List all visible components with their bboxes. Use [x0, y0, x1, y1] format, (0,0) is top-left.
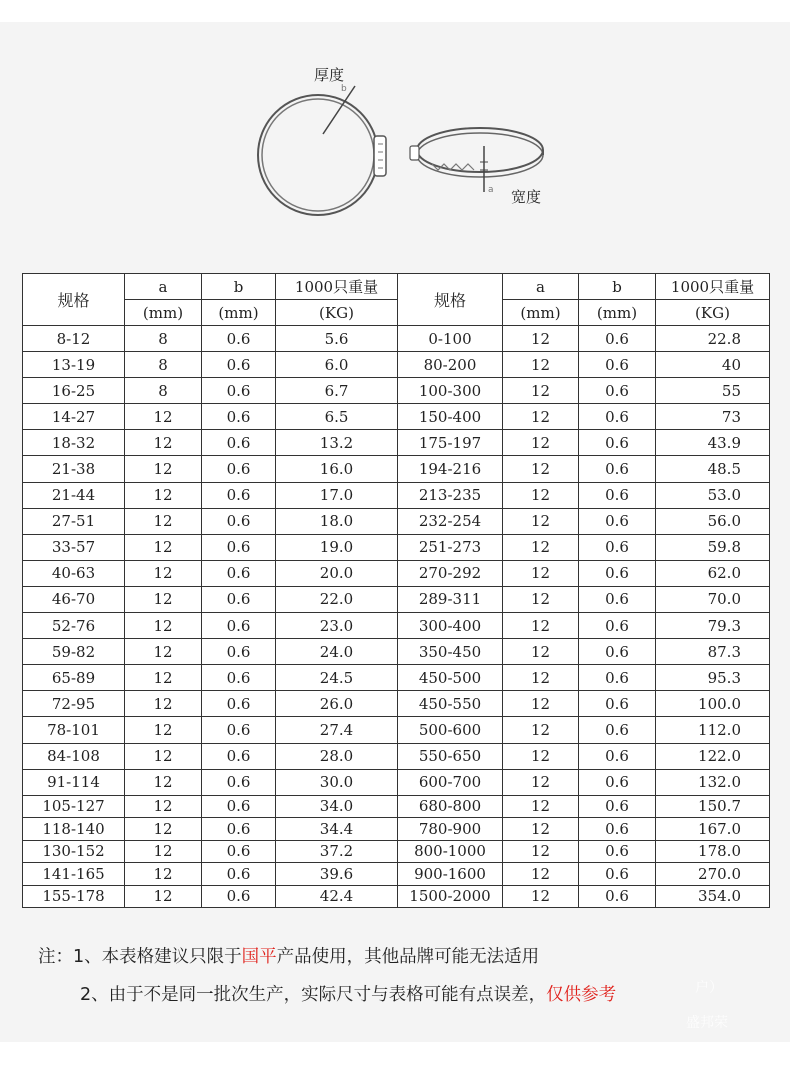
table-cell: 14-27 — [23, 404, 125, 430]
note-2-highlight: 仅供参考 — [546, 985, 617, 1005]
header-weight-2: 1000只重量 — [656, 274, 770, 300]
table-cell: 1500-2000 — [398, 885, 503, 908]
table-cell: 194-216 — [398, 456, 503, 482]
hose-clamp-illustration — [0, 22, 790, 272]
table-cell: 780-900 — [398, 818, 503, 841]
header-b-unit-2: (mm) — [579, 300, 656, 326]
table-cell: 12 — [125, 840, 202, 863]
table-cell: 122.0 — [656, 743, 770, 769]
table-cell: 30.0 — [276, 769, 398, 795]
table-row — [23, 691, 770, 717]
table-cell: 800-1000 — [398, 840, 503, 863]
note-1-brand: 国平 — [241, 947, 277, 967]
table-cell: 12 — [125, 404, 202, 430]
table-cell: 12 — [503, 534, 579, 560]
table-cell: 12 — [125, 534, 202, 560]
table-cell: 0.6 — [202, 404, 276, 430]
table-cell: 0.6 — [202, 560, 276, 586]
header-a-unit: (mm) — [125, 300, 202, 326]
table-cell: 450-500 — [398, 665, 503, 691]
table-cell: 34.4 — [276, 818, 398, 841]
table-cell: 16-25 — [23, 378, 125, 404]
table-cell: 5.6 — [276, 326, 398, 352]
table-cell: 12 — [125, 691, 202, 717]
table-cell: 12 — [125, 795, 202, 818]
table-cell: 900-1600 — [398, 863, 503, 886]
table-cell: 0.6 — [202, 818, 276, 841]
table-cell: 270.0 — [656, 863, 770, 886]
table-cell: 0.6 — [579, 717, 656, 743]
table-cell: 600-700 — [398, 769, 503, 795]
table-cell: 12 — [125, 818, 202, 841]
table-cell: 78-101 — [23, 717, 125, 743]
table-cell: 12 — [125, 743, 202, 769]
table-cell: 0.6 — [202, 691, 276, 717]
table-cell: 13.2 — [276, 430, 398, 456]
header-weight-unit: (KG) — [276, 300, 398, 326]
table-cell: 213-235 — [398, 482, 503, 508]
table-row — [23, 378, 770, 404]
table-cell: 0.6 — [579, 795, 656, 818]
table-cell: 12 — [503, 795, 579, 818]
table-cell: 12 — [125, 456, 202, 482]
table-cell: 0.6 — [579, 508, 656, 534]
table-cell: 0.6 — [202, 430, 276, 456]
table-row — [23, 818, 770, 841]
table-cell: 22.8 — [656, 326, 770, 352]
table-cell: 19.0 — [276, 534, 398, 560]
table-row — [23, 456, 770, 482]
table-cell: 12 — [503, 691, 579, 717]
table-cell: 12 — [503, 352, 579, 378]
table-cell: 12 — [503, 769, 579, 795]
table-cell: 0.6 — [202, 586, 276, 612]
table-cell: 0.6 — [579, 326, 656, 352]
table-cell: 232-254 — [398, 508, 503, 534]
table-row — [23, 743, 770, 769]
table-cell: 0.6 — [579, 560, 656, 586]
table-cell: 0.6 — [202, 378, 276, 404]
note-1-suffix: 产品使用，其他品牌可能无法适用 — [276, 947, 540, 967]
table-cell: 289-311 — [398, 586, 503, 612]
table-cell: 130-152 — [23, 840, 125, 863]
table-cell: 12 — [503, 560, 579, 586]
note-2 — [38, 980, 616, 1018]
table-cell: 12 — [125, 717, 202, 743]
table-row — [23, 482, 770, 508]
watermark-text-1: 户） — [695, 980, 723, 996]
table-cell: 0.6 — [202, 863, 276, 886]
table-row — [23, 840, 770, 863]
table-cell: 8-12 — [23, 326, 125, 352]
table-cell: 73 — [656, 404, 770, 430]
table-cell: 12 — [125, 482, 202, 508]
table-cell: 12 — [503, 863, 579, 886]
table-cell: 13-19 — [23, 352, 125, 378]
table-cell: 95.3 — [656, 665, 770, 691]
table-cell: 62.0 — [656, 560, 770, 586]
table-cell: 300-400 — [398, 613, 503, 639]
table-cell: 0.6 — [579, 639, 656, 665]
table-cell: 500-600 — [398, 717, 503, 743]
table-cell: 0.6 — [579, 534, 656, 560]
table-cell: 0.6 — [202, 717, 276, 743]
table-cell: 24.5 — [276, 665, 398, 691]
table-cell: 680-800 — [398, 795, 503, 818]
table-cell: 12 — [503, 665, 579, 691]
table-cell: 0.6 — [579, 586, 656, 612]
table-cell: 0.6 — [202, 613, 276, 639]
table-cell: 0.6 — [202, 665, 276, 691]
table-row — [23, 404, 770, 430]
table-cell: 84-108 — [23, 743, 125, 769]
table-cell: 118-140 — [23, 818, 125, 841]
table-row — [23, 885, 770, 908]
table-cell: 0.6 — [202, 352, 276, 378]
header-b: b — [202, 274, 276, 300]
table-cell: 27-51 — [23, 508, 125, 534]
table-cell: 0.6 — [202, 456, 276, 482]
table-cell: 12 — [125, 863, 202, 886]
table-cell: 12 — [125, 639, 202, 665]
table-cell: 91-114 — [23, 769, 125, 795]
table-cell: 59-82 — [23, 639, 125, 665]
table-cell: 16.0 — [276, 456, 398, 482]
table-cell: 8 — [125, 352, 202, 378]
table-cell: 141-165 — [23, 863, 125, 886]
table-cell: 0.6 — [579, 482, 656, 508]
table-row — [23, 665, 770, 691]
table-cell: 12 — [125, 430, 202, 456]
table-cell: 12 — [125, 508, 202, 534]
table-cell: 12 — [503, 885, 579, 908]
header-b-2: b — [579, 274, 656, 300]
table-cell: 80-200 — [398, 352, 503, 378]
table-cell: 6.5 — [276, 404, 398, 430]
table-cell: 175-197 — [398, 430, 503, 456]
table-cell: 12 — [503, 717, 579, 743]
header-a-2: a — [503, 274, 579, 300]
table-cell: 12 — [125, 769, 202, 795]
watermark-text-2: 盛邦荣 — [686, 1015, 728, 1031]
table-cell: 12 — [125, 885, 202, 908]
table-cell: 0.6 — [202, 482, 276, 508]
table-cell: 12 — [503, 818, 579, 841]
table-cell: 8 — [125, 378, 202, 404]
table-cell: 450-550 — [398, 691, 503, 717]
table-cell: 43.9 — [656, 430, 770, 456]
table-cell: 112.0 — [656, 717, 770, 743]
table-cell: 178.0 — [656, 840, 770, 863]
table-cell: 40-63 — [23, 560, 125, 586]
table-cell: 0.6 — [579, 404, 656, 430]
table-cell: 0.6 — [579, 818, 656, 841]
table-cell: 0.6 — [202, 743, 276, 769]
width-label: 宽度 — [511, 188, 542, 206]
note-1-prefix: 注：1、本表格建议只限于 — [38, 947, 242, 967]
header-a: a — [125, 274, 202, 300]
table-cell: 0.6 — [202, 769, 276, 795]
table-cell: 20.0 — [276, 560, 398, 586]
table-cell: 0.6 — [579, 840, 656, 863]
table-cell: 0.6 — [202, 534, 276, 560]
table-cell: 18-32 — [23, 430, 125, 456]
table-cell: 0.6 — [202, 795, 276, 818]
table-cell: 70.0 — [656, 586, 770, 612]
table-cell: 56.0 — [656, 508, 770, 534]
table-row — [23, 326, 770, 352]
table-cell: 87.3 — [656, 639, 770, 665]
table-cell: 100.0 — [656, 691, 770, 717]
table-cell: 0.6 — [579, 378, 656, 404]
header-spec-2: 规格 — [398, 274, 503, 326]
table-cell: 40 — [656, 352, 770, 378]
table-cell: 354.0 — [656, 885, 770, 908]
table-cell: 0.6 — [579, 665, 656, 691]
table-cell: 0.6 — [579, 769, 656, 795]
table-cell: 0.6 — [579, 863, 656, 886]
note-1 — [38, 942, 616, 980]
table-cell: 0.6 — [579, 743, 656, 769]
table-cell: 0.6 — [202, 639, 276, 665]
table-cell: 0.6 — [202, 840, 276, 863]
spec-table — [22, 273, 770, 908]
table-row — [23, 586, 770, 612]
a-marker: a — [488, 185, 494, 195]
clamp-diagram — [0, 22, 790, 272]
table-cell: 0.6 — [202, 508, 276, 534]
table-cell: 55 — [656, 378, 770, 404]
table-cell: 155-178 — [23, 885, 125, 908]
table-cell: 0.6 — [579, 456, 656, 482]
table-row — [23, 352, 770, 378]
table-cell: 167.0 — [656, 818, 770, 841]
table-cell: 12 — [125, 586, 202, 612]
b-marker: b — [341, 84, 347, 94]
table-row — [23, 560, 770, 586]
table-row — [23, 508, 770, 534]
spec-sheet-page — [0, 22, 790, 1042]
table-cell: 24.0 — [276, 639, 398, 665]
table-cell: 59.8 — [656, 534, 770, 560]
table-cell: 21-38 — [23, 456, 125, 482]
table-cell: 251-273 — [398, 534, 503, 560]
table-cell: 270-292 — [398, 560, 503, 586]
table-cell: 550-650 — [398, 743, 503, 769]
table-row — [23, 639, 770, 665]
table-cell: 18.0 — [276, 508, 398, 534]
note-2-prefix: 2、由于不是同一批次生产，实际尺寸与表格可能有点误差， — [80, 985, 547, 1005]
table-cell: 12 — [503, 456, 579, 482]
header-spec: 规格 — [23, 274, 125, 326]
table-cell: 12 — [125, 560, 202, 586]
spec-table-body — [23, 326, 770, 908]
header-a-unit-2: (mm) — [503, 300, 579, 326]
table-cell: 6.0 — [276, 352, 398, 378]
table-cell: 22.0 — [276, 586, 398, 612]
table-cell: 33-57 — [23, 534, 125, 560]
table-cell: 12 — [503, 482, 579, 508]
table-cell: 37.2 — [276, 840, 398, 863]
table-row — [23, 795, 770, 818]
thickness-label: 厚度 — [314, 66, 345, 84]
table-cell: 0.6 — [579, 613, 656, 639]
table-cell: 0.6 — [579, 430, 656, 456]
table-cell: 0.6 — [202, 326, 276, 352]
table-row — [23, 863, 770, 886]
table-cell: 48.5 — [656, 456, 770, 482]
table-cell: 65-89 — [23, 665, 125, 691]
table-cell: 52-76 — [23, 613, 125, 639]
table-cell: 26.0 — [276, 691, 398, 717]
table-cell: 12 — [503, 613, 579, 639]
table-cell: 12 — [503, 586, 579, 612]
header-b-unit: (mm) — [202, 300, 276, 326]
table-cell: 12 — [503, 508, 579, 534]
table-row — [23, 613, 770, 639]
table-cell: 42.4 — [276, 885, 398, 908]
table-cell: 8 — [125, 326, 202, 352]
table-cell: 100-300 — [398, 378, 503, 404]
header-weight-unit-2: (KG) — [656, 300, 770, 326]
table-cell: 28.0 — [276, 743, 398, 769]
table-cell: 12 — [125, 613, 202, 639]
notes — [38, 942, 616, 1018]
table-cell: 12 — [503, 404, 579, 430]
table-cell: 34.0 — [276, 795, 398, 818]
table-cell: 150-400 — [398, 404, 503, 430]
table-cell: 132.0 — [656, 769, 770, 795]
table-cell: 39.6 — [276, 863, 398, 886]
table-cell: 0-100 — [398, 326, 503, 352]
table-cell: 12 — [503, 430, 579, 456]
table-row — [23, 769, 770, 795]
table-cell: 53.0 — [656, 482, 770, 508]
table-cell: 12 — [503, 743, 579, 769]
table-row — [23, 430, 770, 456]
table-cell: 150.7 — [656, 795, 770, 818]
table-cell: 0.6 — [579, 691, 656, 717]
table-cell: 0.6 — [579, 352, 656, 378]
table-row — [23, 717, 770, 743]
table-cell: 79.3 — [656, 613, 770, 639]
table-row — [23, 534, 770, 560]
table-cell: 0.6 — [579, 885, 656, 908]
table-cell: 350-450 — [398, 639, 503, 665]
header-weight: 1000只重量 — [276, 274, 398, 300]
table-cell: 105-127 — [23, 795, 125, 818]
table-cell: 23.0 — [276, 613, 398, 639]
table-cell: 12 — [125, 665, 202, 691]
table-cell: 46-70 — [23, 586, 125, 612]
table-cell: 21-44 — [23, 482, 125, 508]
table-cell: 12 — [503, 326, 579, 352]
table-cell: 6.7 — [276, 378, 398, 404]
table-cell: 12 — [503, 378, 579, 404]
table-cell: 12 — [503, 639, 579, 665]
table-cell: 12 — [503, 840, 579, 863]
table-cell: 27.4 — [276, 717, 398, 743]
table-cell: 17.0 — [276, 482, 398, 508]
table-cell: 72-95 — [23, 691, 125, 717]
table-cell: 0.6 — [202, 885, 276, 908]
